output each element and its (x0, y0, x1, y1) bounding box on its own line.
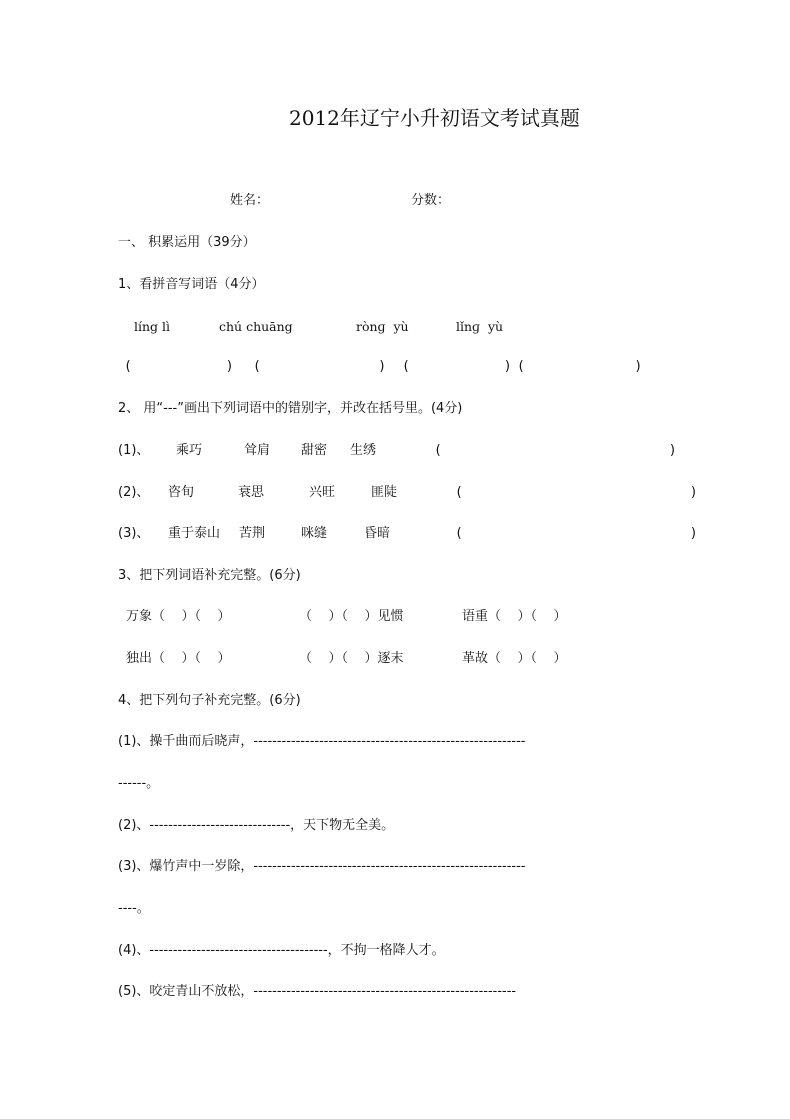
q3-item: 万象（ ）（ ） (126, 609, 231, 624)
pinyin-4: lǐnɡ yù (456, 319, 504, 334)
name-label: 姓名： (230, 193, 270, 208)
q2-row-1-word: 乘巧 (176, 443, 203, 458)
q2-row-3-word: 昏暗 (364, 526, 391, 541)
q3-item: 革故（ ）（ ） (462, 651, 567, 666)
page-title: 2012年辽宁小升初语文考试真题 (289, 106, 580, 130)
q4-line: (2)、------------------------------，天下物无全美。 (118, 818, 395, 833)
q2-row-2-word: 匪陡 (371, 485, 398, 500)
q3-item: 语重（ ）（ ） (462, 609, 567, 624)
answer-parens-2: ( ) (253, 359, 387, 374)
q4-line: (1)、操千曲而后晓声，---------------------------------------------------------- (118, 734, 526, 749)
answer-parens-1: ( ) (124, 359, 234, 374)
question-2-heading: 2、 用“---”画出下列词语中的错别字，并改在括号里。(4分) (118, 401, 463, 416)
q2-row-3-word: 咪缝 (301, 526, 328, 541)
q2-row-2-answer: ( ) (455, 485, 698, 500)
q4-line: ----。 (118, 901, 150, 916)
q2-row-3-answer: ( ) (455, 526, 698, 541)
q2-row-2-word: 衰思 (238, 485, 265, 500)
q2-row-3-num: (3)、 (118, 526, 150, 541)
q2-row-2-word: 兴旺 (309, 485, 336, 500)
q3-item: 独出（ ）（ ） (126, 651, 231, 666)
pinyin-3: rònɡ yù (356, 319, 409, 334)
q4-line: (3)、爆竹声中一岁除，---------------------------------------------------------- (118, 859, 526, 874)
question-3-heading: 3、把下列词语补充完整。(6分) (118, 568, 301, 583)
q3-item: （ ）（ ）逐末 (299, 651, 404, 666)
q2-row-3-word: 重于泰山 (168, 526, 221, 541)
q3-item: （ ）（ ）见惯 (299, 609, 404, 624)
q2-row-1-word: 甜密 (301, 443, 328, 458)
answer-parens-4: ( ) (517, 359, 643, 374)
question-1-heading: 1、看拼音写词语（4分） (118, 277, 265, 292)
q2-row-1-word: 生绣 (350, 443, 377, 458)
q2-row-2-word: 咨旬 (168, 485, 195, 500)
q2-row-1-answer: ( ) (434, 443, 677, 458)
answer-parens-3: ( ) (402, 359, 512, 374)
question-4-heading: 4、把下列句子补充完整。(6分) (118, 693, 301, 708)
q4-line: (5)、咬定青山不放松，-------------------------------------------------------- (118, 984, 517, 999)
q2-row-1-num: (1)、 (118, 443, 150, 458)
score-label: 分数： (411, 193, 451, 208)
q2-row-1-word: 耸肩 (244, 443, 271, 458)
q4-line: ------。 (118, 776, 160, 791)
pinyin-2: chú chuāng (219, 319, 293, 334)
pinyin-1: líng lì (134, 319, 171, 334)
q2-row-3-word: 苦荆 (239, 526, 266, 541)
q4-line: (4)、--------------------------------------，不拘一格降人才。 (118, 943, 445, 958)
section-heading: 一、 积累运用（39分） (118, 235, 256, 250)
q2-row-2-num: (2)、 (118, 485, 150, 500)
